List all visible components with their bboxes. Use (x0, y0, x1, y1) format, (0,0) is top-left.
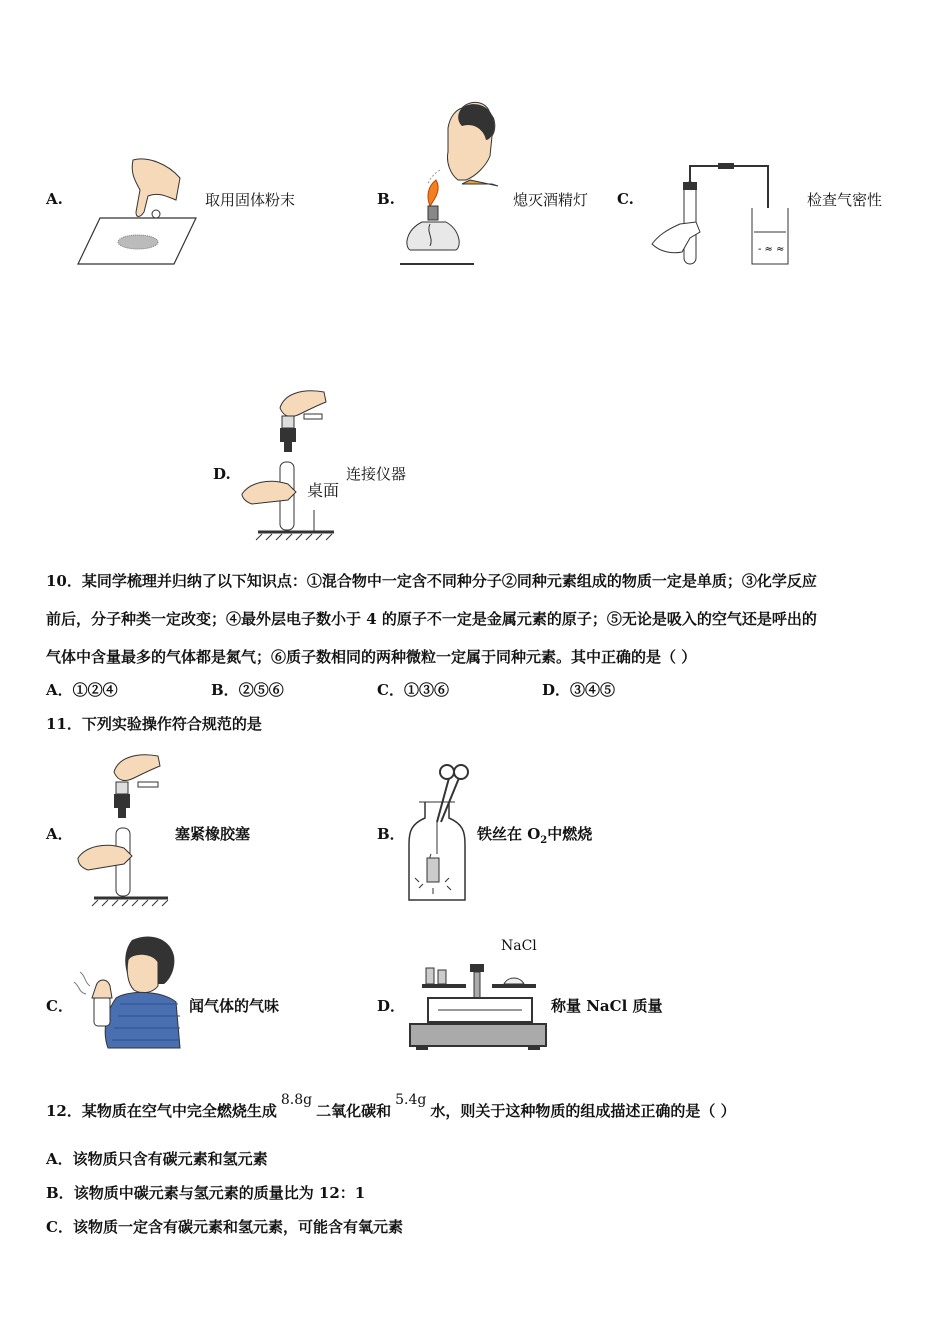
q12-stem-part-c: 水，则关于这种物质的组成描述正确的是（ ） (430, 1102, 736, 1120)
stopper-insertion-illustration (74, 752, 174, 906)
q11-option-b-caption-sub: 2 (540, 835, 548, 846)
q11-option-b-caption-post: 中燃烧 (547, 825, 593, 843)
q9-option-d-caption: 连接仪器 (346, 465, 407, 483)
q12-option-b-text: 该物质中碳元素与氢元素的质量比为 12：1 (73, 1184, 366, 1202)
q10-stem-line-1: 10．某同学梳理并归纳了以下知识点：①混合物中一定含不同种分子②同种元素组成的物质一定是单质；③化学反应 (46, 572, 817, 590)
q10-option-a[interactable] (46, 681, 118, 700)
q10-option-a-text: ①②④ (72, 681, 118, 699)
q11-option-d-caption: 称量 NaCl 质量 (551, 997, 663, 1015)
balance-weighing-illustration (408, 960, 548, 1052)
iron-wire-burning-illustration (405, 762, 473, 906)
airtightness-check-illustration (652, 162, 802, 268)
q11-option-a-caption: 塞紧橡胶塞 (175, 825, 251, 843)
q12-option-b[interactable] (46, 1184, 365, 1203)
q11-option-c-letter[interactable]: C． (46, 997, 73, 1015)
q10-stem-line-3: 气体中含量最多的气体都是氮气；⑥质子数相同的两种微粒一定属于同种元素。其中正确的是（ ） (46, 648, 697, 666)
q9-option-c-caption: 检查气密性 (807, 191, 883, 209)
q12-option-a[interactable] (46, 1150, 268, 1169)
q9-option-b-caption: 熄灭酒精灯 (513, 191, 589, 209)
q10-option-b-text: ②⑤⑥ (238, 681, 284, 699)
q10-option-c-letter: C． (377, 681, 404, 699)
q10-option-c-text: ①③⑥ (403, 681, 449, 699)
q12-option-a-letter: A． (46, 1150, 73, 1168)
q10-stem-line-2: 前后，分子种类一定改变；④最外层电子数小于 4 的原子不一定是金属元素的原子；⑤无论是吸入的空气还是呼出的 (46, 610, 817, 628)
q9-option-d-letter: D. (213, 465, 231, 483)
q11-option-c-caption: 闻气体的气味 (189, 997, 280, 1015)
q12-option-c-text: 该物质一定含有碳元素和氢元素，可能含有氧元素 (72, 1218, 403, 1236)
q12-option-a-text: 该物质只含有碳元素和氢元素 (72, 1150, 268, 1168)
q11-option-b-letter[interactable]: B． (377, 825, 405, 843)
q12-option-b-letter: B． (46, 1184, 74, 1202)
q12-option-c-letter: C． (46, 1218, 73, 1236)
q12-stem-part-a: 12．某物质在空气中完全燃烧生成 (46, 1102, 277, 1120)
q11-option-a-letter[interactable]: A． (46, 825, 73, 843)
q9-option-b-letter: B. (377, 190, 395, 208)
q11-option-b-caption-pre: 铁丝在 O (477, 825, 541, 843)
desk-surface-label: 桌面 (307, 481, 340, 500)
powder-handling-illustration (78, 160, 198, 268)
q12-stem-part-b: 二氧化碳和 (316, 1102, 392, 1120)
q10-option-c[interactable] (377, 681, 449, 700)
svg-text:- ≈ ≈: - ≈ ≈ (758, 244, 785, 255)
q12-stem (46, 1092, 736, 1122)
q12-co2-mass: 8.8g (280, 1092, 313, 1108)
q10-option-d[interactable] (542, 681, 615, 700)
connecting-apparatus-illustration (240, 388, 340, 538)
q11-option-b-caption (477, 823, 592, 846)
q10-option-a-letter: A． (46, 681, 73, 699)
q9-option-a-letter: A. (46, 190, 63, 208)
q10-option-b-letter: B． (211, 681, 239, 699)
q11-option-d-letter[interactable]: D． (377, 997, 406, 1015)
q10-option-d-letter: D． (542, 681, 571, 699)
q10-option-b[interactable] (211, 681, 284, 700)
q9-option-a-caption: 取用固体粉末 (205, 191, 296, 209)
blowing-out-lamp-illustration (400, 100, 510, 268)
q9-option-c-letter: C. (617, 190, 634, 208)
smelling-gas-illustration (72, 932, 184, 1048)
q10-option-d-text: ③④⑤ (570, 681, 616, 699)
q11-stem: 11．下列实验操作符合规范的是 (46, 715, 262, 733)
nacl-label: NaCl (501, 938, 537, 954)
q12-water-mass: 5.4g (395, 1092, 427, 1108)
q12-option-c[interactable] (46, 1218, 403, 1237)
